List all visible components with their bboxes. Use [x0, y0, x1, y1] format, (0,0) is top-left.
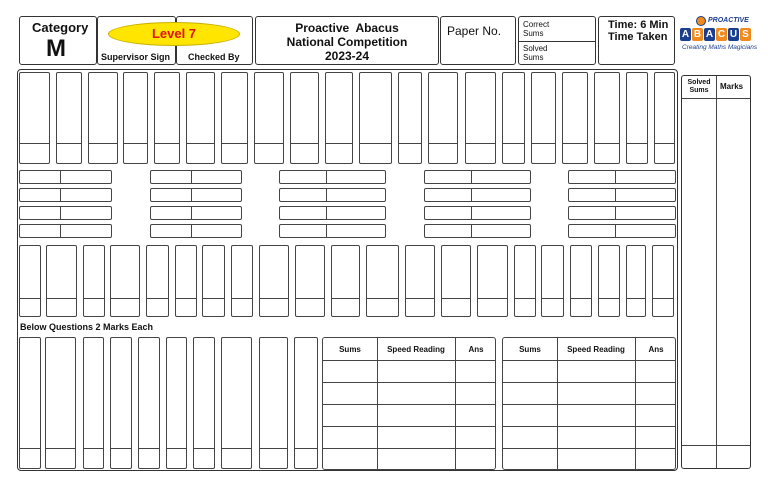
answer-line[interactable] — [279, 206, 386, 220]
answer-line[interactable] — [279, 224, 386, 238]
time-label: Time: 6 Min — [608, 19, 669, 31]
table1-ans-header: Ans — [468, 345, 484, 354]
answer-column[interactable] — [598, 245, 620, 317]
checked-by-label: Checked By — [188, 52, 240, 62]
answer-column[interactable] — [146, 245, 169, 317]
answer-column[interactable] — [570, 245, 592, 317]
answer-line[interactable] — [568, 224, 676, 238]
answer-column[interactable] — [138, 337, 160, 469]
answer-line[interactable] — [19, 170, 112, 184]
answer-column[interactable] — [541, 245, 564, 317]
answer-line[interactable] — [19, 188, 112, 202]
answer-line[interactable] — [424, 188, 531, 202]
answer-line[interactable] — [279, 188, 386, 202]
answer-column[interactable] — [325, 72, 353, 164]
category-box — [19, 16, 97, 65]
answer-line[interactable] — [568, 170, 676, 184]
answer-line[interactable] — [150, 206, 242, 220]
answer-column[interactable] — [654, 72, 675, 164]
time-taken-label: Time Taken — [608, 31, 668, 43]
answer-column[interactable] — [110, 337, 132, 469]
paper-no-label: Paper No. — [447, 24, 502, 38]
answer-column[interactable] — [562, 72, 588, 164]
answer-column[interactable] — [202, 245, 225, 317]
answer-line[interactable] — [568, 188, 676, 202]
logo-letters — [680, 28, 754, 42]
answer-column[interactable] — [405, 245, 435, 317]
answer-column[interactable] — [83, 337, 104, 469]
answer-column[interactable] — [231, 245, 253, 317]
answer-line[interactable] — [279, 170, 386, 184]
answer-line[interactable] — [19, 206, 112, 220]
answer-table-2 — [502, 337, 676, 470]
answer-column[interactable] — [531, 72, 556, 164]
answer-column[interactable] — [45, 337, 76, 469]
answer-column[interactable] — [290, 72, 319, 164]
answer-column[interactable] — [83, 245, 105, 317]
answer-column[interactable] — [594, 72, 620, 164]
answer-column[interactable] — [110, 245, 140, 317]
logo-letter: A — [681, 29, 690, 40]
answer-column[interactable] — [46, 245, 77, 317]
answer-column[interactable] — [19, 72, 50, 164]
answer-line[interactable] — [424, 206, 531, 220]
answer-column[interactable] — [259, 245, 289, 317]
table2-speed-reading-header: Speed Reading — [567, 345, 625, 354]
answer-line[interactable] — [424, 170, 531, 184]
score-side-table — [681, 75, 751, 469]
answer-column[interactable] — [331, 245, 360, 317]
answer-column[interactable] — [626, 245, 646, 317]
table1-sums-header: Sums — [339, 345, 361, 354]
answer-line[interactable] — [19, 224, 112, 238]
two-marks-heading: Below Questions 2 Marks Each — [20, 322, 154, 332]
answer-column[interactable] — [502, 72, 525, 164]
title-box — [255, 16, 439, 65]
answer-column[interactable] — [398, 72, 422, 164]
title-line2: National Competition — [286, 35, 408, 49]
answer-column[interactable] — [359, 72, 392, 164]
title-line3: 2023-24 — [324, 49, 370, 63]
solved-sums-label: Solved Sums — [523, 44, 548, 62]
answer-column[interactable] — [221, 72, 248, 164]
answer-column[interactable] — [56, 72, 82, 164]
answer-column[interactable] — [154, 72, 180, 164]
answer-column[interactable] — [465, 72, 496, 164]
time-box — [598, 16, 675, 65]
answer-column[interactable] — [294, 337, 318, 469]
logo-emblem-icon — [696, 16, 706, 26]
logo-letter: B — [693, 29, 702, 40]
answer-column[interactable] — [652, 245, 674, 317]
logo-letter: U — [729, 29, 738, 40]
side-marks-label: Marks — [720, 82, 744, 91]
answer-line[interactable] — [150, 224, 242, 238]
answer-column[interactable] — [166, 337, 187, 469]
answer-column[interactable] — [295, 245, 325, 317]
answer-line[interactable] — [568, 206, 676, 220]
logo-brand: PROACTIVE — [708, 17, 749, 24]
answer-column[interactable] — [221, 337, 252, 469]
table2-sums-header: Sums — [519, 345, 541, 354]
answer-column[interactable] — [441, 245, 471, 317]
answer-line[interactable] — [150, 170, 242, 184]
category-label: Category — [32, 20, 89, 35]
correct-sums-label: Correct Sums — [523, 20, 550, 38]
sums-box — [518, 16, 596, 65]
answer-column[interactable] — [193, 337, 215, 469]
category-value: M — [46, 35, 66, 62]
answer-column[interactable] — [428, 72, 458, 164]
logo-letter: C — [717, 29, 726, 40]
logo-tagline: Creating Maths Magicians — [682, 44, 758, 51]
logo-letter: S — [740, 28, 751, 41]
supervisor-sign-label: Supervisor Sign — [101, 52, 171, 62]
answer-column[interactable] — [186, 72, 215, 164]
answer-column[interactable] — [88, 72, 118, 164]
answer-column[interactable] — [19, 337, 41, 469]
abacus-logo — [678, 16, 758, 66]
table2-ans-header: Ans — [648, 345, 664, 354]
answer-column[interactable] — [477, 245, 508, 317]
answer-line[interactable] — [424, 224, 531, 238]
level-badge — [108, 22, 240, 46]
answer-column[interactable] — [123, 72, 148, 164]
answer-column[interactable] — [626, 72, 648, 164]
answer-table-1 — [322, 337, 496, 470]
answer-column[interactable] — [175, 245, 197, 317]
answer-column[interactable] — [19, 245, 41, 317]
answer-line[interactable] — [150, 188, 242, 202]
level-badge-text: Level 7 — [151, 26, 197, 41]
answer-column[interactable] — [514, 245, 536, 317]
answer-column[interactable] — [254, 72, 284, 164]
side-solved-sums-label: Solved Sums — [687, 79, 711, 94]
paper-no-box — [440, 16, 516, 65]
table1-speed-reading-header: Speed Reading — [387, 345, 445, 354]
answer-column[interactable] — [259, 337, 288, 469]
answer-column[interactable] — [366, 245, 399, 317]
title-line1: Proactive Abacus — [295, 21, 399, 35]
logo-letter: A — [705, 29, 714, 40]
